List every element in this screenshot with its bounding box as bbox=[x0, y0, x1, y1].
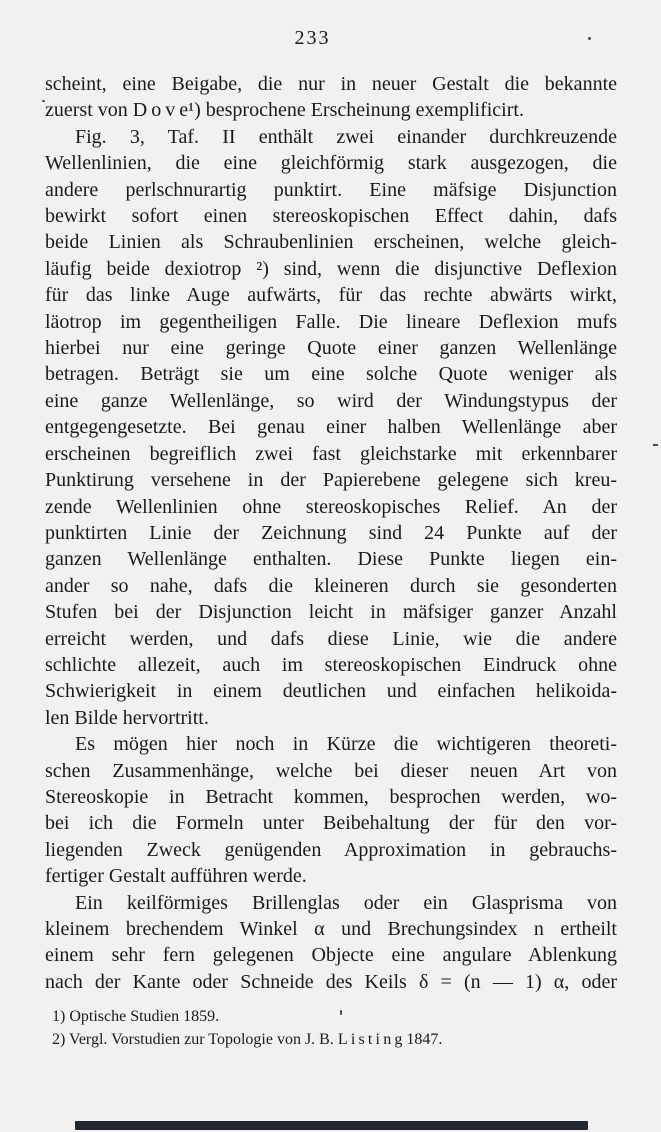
text-line: läotrop im gegentheiligen Falle. Die lineare Deflexion mufs bbox=[45, 310, 617, 333]
text-line: zende Wellenlinien ohne stereoskopisches Relief. An der bbox=[45, 495, 617, 518]
text-line: erscheinen begreiflich zwei fast gleichstarke mit erkennbarer bbox=[45, 442, 617, 465]
text-line: andere perlschnurartig punktirt. Eine mäfsige Disjunction bbox=[45, 178, 617, 201]
text-line: ander so nahe, dafs die kleineren durch sie gesonderten bbox=[45, 574, 617, 597]
scan-speck bbox=[340, 1010, 342, 1015]
text-line: fertiger Gestalt aufführen werde. bbox=[45, 865, 307, 888]
text-line: Ein keilförmiges Brillenglas oder ein Glasprisma von bbox=[75, 891, 617, 914]
text-line: bei ich die Formeln unter Beibehaltung der für den vor- bbox=[45, 812, 617, 835]
text-line: zuerst von D o v e¹) besprochene Erscheinung exemplificirt. bbox=[45, 99, 524, 122]
text-line: ganzen Wellenlänge enthalten. Diese Punkte liegen ein- bbox=[45, 548, 617, 571]
text-line: Schwierigkeit in einem deutlichen und einfachen helikoida- bbox=[45, 680, 617, 703]
text-line: bewirkt sofort einen stereoskopischen Effect dahin, dafs bbox=[45, 205, 617, 228]
text-line: Stufen bei der Disjunction leicht in mäfsiger ganzer Anzahl bbox=[45, 601, 617, 624]
text-line: Stereoskopie in Betracht kommen, besprochen werden, wo- bbox=[45, 785, 617, 808]
text-line: eine ganze Wellenlänge, so wird der Windungstypus der bbox=[45, 389, 617, 412]
text-line: Fig. 3, Taf. II enthält zwei einander durchkreuzende bbox=[75, 125, 617, 148]
text-line: schlichte allezeit, auch im stereoskopischen Eindruck ohne bbox=[45, 653, 617, 676]
text-line: kleinem brechendem Winkel α und Brechungsindex n ertheilt bbox=[45, 918, 617, 940]
text-line: len Bilde hervortritt. bbox=[45, 706, 209, 729]
text-line: Punktirung versehene in der Papierebene gelegene sich kreu- bbox=[45, 469, 617, 492]
text-line: läufig beide dexiotrop ²) sind, wenn die disjunctive Deflexion bbox=[45, 257, 617, 280]
text-line: beide Linien als Schraubenlinien erscheinen, welche gleich- bbox=[45, 231, 617, 254]
footnote-1: 1) Optische Studien 1859. bbox=[52, 1008, 220, 1025]
text-line: liegenden Zweck genügenden Approximation in gebrauchs- bbox=[45, 838, 617, 861]
page-number: 233 bbox=[294, 27, 331, 49]
text-line: entgegengesetzte. Bei genau einer halben Wellenlänge aber bbox=[45, 416, 617, 439]
text-line: Wellenlinien, die eine gleichförmig stark ausgezogen, die bbox=[45, 152, 617, 175]
text-line: für das linke Auge aufwärts, für das rechte abwärts wirkt, bbox=[45, 284, 617, 307]
text-line: hierbei nur eine geringe Quote einer ganzen Wellenlänge bbox=[45, 337, 617, 360]
scan-edge-bar bbox=[75, 1121, 588, 1130]
scan-speck bbox=[42, 100, 45, 102]
text-line: nach der Kante oder Schneide des Keils δ = (n — 1) α, oder bbox=[45, 970, 617, 993]
text-line: Es mögen hier noch in Kürze die wichtigeren theoreti- bbox=[75, 733, 617, 756]
scan-speck bbox=[588, 37, 591, 40]
scan-speck bbox=[653, 444, 658, 446]
text-line: schen Zusammenhänge, welche bei dieser neuen Art von bbox=[45, 759, 617, 782]
footnotes bbox=[52, 1005, 612, 1051]
text-line: scheint, eine Beigabe, die nur in neuer Gestalt die bekannte bbox=[45, 73, 617, 95]
text-line: punktirten Linie der Zeichnung sind 24 Punkte auf der bbox=[45, 521, 617, 544]
text-line: erreicht werden, und dafs diese Linie, wie die andere bbox=[45, 627, 617, 650]
text-block bbox=[45, 71, 617, 995]
footnote-2: 2) Vergl. Vorstudien zur Topologie von J. B. L i s t i n g 1847. bbox=[52, 1031, 443, 1048]
text-line: betragen. Beträgt sie um eine solche Quote weniger als bbox=[45, 363, 617, 386]
text-line: einem sehr fern gelegenen Objecte eine angulare Ablenkung bbox=[45, 944, 617, 967]
